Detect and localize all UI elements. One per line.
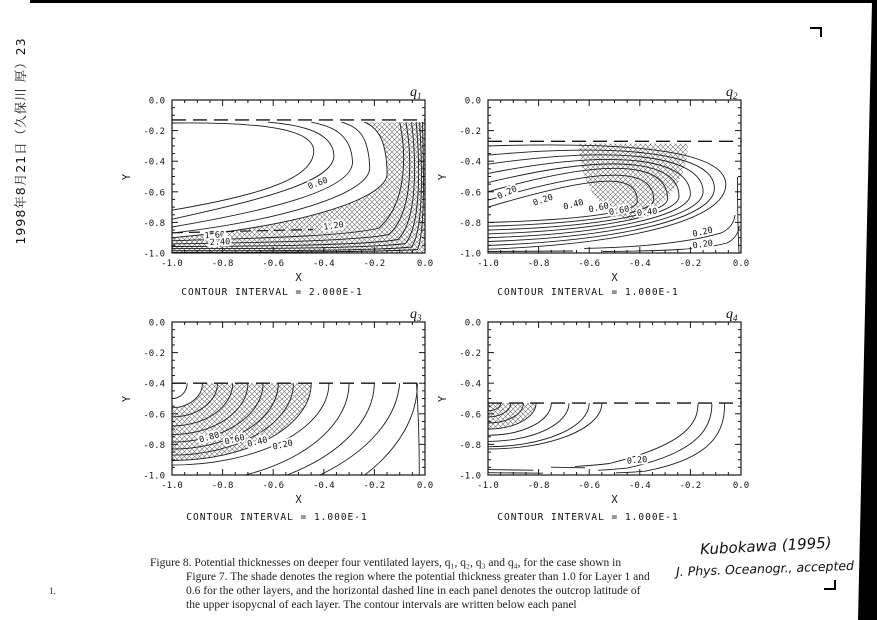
axis-ticks bbox=[488, 322, 741, 475]
x-tick-labels bbox=[477, 259, 749, 269]
contour-interval-label: CONTOUR INTERVAL = 1.000E-1 bbox=[497, 287, 679, 298]
panel-q3 bbox=[117, 304, 452, 534]
x-tick-label: -0.2 bbox=[363, 259, 386, 269]
y-tick-label: -1.0 bbox=[459, 249, 481, 260]
y-tick-label: -0.6 bbox=[143, 188, 165, 199]
x-tick-label: -1.0 bbox=[161, 259, 183, 269]
contour-label: 0.60 bbox=[587, 201, 610, 216]
y-tick-label: -0.8 bbox=[143, 218, 165, 229]
caption-line: 0.6 for the other layers, and the horizontal dashed line in each panel denotes the outcrop latitude of bbox=[186, 585, 641, 597]
contour-line bbox=[598, 404, 712, 471]
caption-line: Figure 8. Potential thicknesses on deeper four ventilated layers, q₁, q₂, q₃ and q₄, for the case shown in bbox=[150, 557, 622, 569]
contour-line bbox=[172, 122, 334, 219]
contour-value-labels bbox=[626, 455, 647, 467]
contour-plot-q4 bbox=[433, 304, 768, 534]
page-mark: 1. bbox=[49, 586, 56, 596]
contour-label: 2.40 bbox=[209, 237, 231, 249]
registration-mark-bottom-right bbox=[824, 580, 836, 590]
x-tick-label: -0.2 bbox=[679, 259, 702, 269]
contour-label: 1.20 bbox=[322, 220, 345, 233]
panel-q1 bbox=[117, 82, 452, 312]
y-tick-label: -0.2 bbox=[143, 349, 165, 360]
contour-label: 0.60 bbox=[306, 175, 330, 193]
contour-label: 0.40 bbox=[636, 206, 658, 219]
x-tick-label: -1.0 bbox=[477, 481, 499, 491]
panel-q4 bbox=[433, 304, 768, 534]
y-tick-label: -0.8 bbox=[459, 440, 481, 451]
y-tick-labels bbox=[459, 97, 481, 260]
x-tick-label: -0.6 bbox=[578, 481, 601, 491]
x-tick-label: 0.0 bbox=[416, 259, 434, 269]
plot-frame bbox=[488, 322, 741, 475]
x-tick-label: -0.4 bbox=[628, 259, 651, 269]
contour-line bbox=[417, 383, 420, 475]
contour-interval-label: CONTOUR INTERVAL = 1.000E-1 bbox=[186, 512, 368, 523]
contour-label: 0.60 bbox=[608, 204, 631, 218]
figure-caption bbox=[150, 556, 728, 612]
x-tick-label: -0.8 bbox=[527, 481, 550, 491]
panel-title: $q_1$ bbox=[410, 85, 422, 101]
x-tick-label: -1.0 bbox=[161, 481, 183, 491]
contour-line bbox=[551, 467, 585, 468]
x-tick-labels bbox=[161, 481, 433, 491]
x-tick-label: -0.2 bbox=[363, 481, 386, 491]
contour-line bbox=[488, 470, 534, 471]
y-tick-label: -1.0 bbox=[459, 471, 481, 482]
y-tick-label: -0.4 bbox=[143, 379, 165, 390]
y-tick-label: -0.4 bbox=[459, 157, 481, 168]
scan-edge-top bbox=[30, 0, 877, 3]
caption-line: Figure 7. The shade denotes the region where the potential thickness greater than 1.0 for Layer 1 and bbox=[186, 571, 650, 583]
x-tick-labels bbox=[161, 259, 433, 269]
x-tick-label: -0.4 bbox=[628, 481, 651, 491]
handwritten-margin-note: 1998年8月21日（久保川 厚）23 bbox=[13, 37, 28, 245]
y-tick-label: 0.0 bbox=[148, 318, 165, 329]
y-tick-label: -1.0 bbox=[143, 249, 165, 260]
contour-plot-q3 bbox=[117, 304, 452, 534]
x-tick-label: 0.0 bbox=[416, 481, 434, 491]
x-tick-label: -0.8 bbox=[211, 481, 234, 491]
contour-label: 0.20 bbox=[495, 184, 519, 202]
contour-label: 0.40 bbox=[562, 197, 585, 213]
y-tick-label: -0.2 bbox=[143, 127, 165, 138]
y-tick-label: -0.6 bbox=[459, 410, 481, 421]
contour-label: 0.80 bbox=[198, 430, 221, 446]
contour-plot-q1 bbox=[117, 82, 452, 312]
caption-line: the upper isopycnal of each layer. The contour intervals are written below each panel bbox=[186, 599, 577, 611]
y-tick-label: -0.6 bbox=[459, 188, 481, 199]
x-axis-title: X bbox=[295, 494, 302, 506]
y-tick-labels bbox=[459, 319, 481, 482]
y-axis-title: Y bbox=[437, 173, 449, 181]
x-tick-label: -0.2 bbox=[679, 481, 702, 491]
handwritten-citation-journal: J. Phys. Oceanogr., accepted bbox=[675, 557, 855, 580]
x-tick-label: -1.0 bbox=[477, 259, 499, 269]
y-tick-label: -0.4 bbox=[143, 157, 165, 168]
handwritten-citation-author: Kubokawa (1995) bbox=[699, 533, 833, 559]
y-tick-label: -0.6 bbox=[143, 410, 165, 421]
contour-label: 0.20 bbox=[691, 225, 714, 240]
y-tick-label: -0.8 bbox=[459, 218, 481, 229]
panel-title: $q_4$ bbox=[726, 307, 738, 323]
y-axis-title: Y bbox=[121, 173, 133, 181]
contour-label: 0.60 bbox=[223, 432, 246, 448]
panel-title: $q_2$ bbox=[726, 85, 738, 101]
contour-label: 1.60 bbox=[204, 230, 226, 242]
x-tick-label: -0.6 bbox=[578, 259, 601, 269]
y-axis-title: Y bbox=[437, 395, 449, 403]
contour-plot-q2 bbox=[433, 82, 768, 312]
registration-mark-top-right bbox=[810, 27, 822, 37]
contour-label: 0.40 bbox=[246, 435, 269, 450]
contour-label: 0.20 bbox=[271, 438, 294, 453]
x-tick-label: -0.6 bbox=[262, 259, 285, 269]
x-tick-label: -0.8 bbox=[527, 259, 550, 269]
y-tick-label: -0.2 bbox=[459, 127, 481, 138]
y-tick-label: 0.0 bbox=[464, 318, 481, 329]
contour-label: 0.20 bbox=[626, 454, 648, 467]
x-tick-labels bbox=[477, 481, 749, 491]
y-tick-label: -0.2 bbox=[459, 349, 481, 360]
contour-label: 0.20 bbox=[531, 192, 555, 209]
contour-line bbox=[488, 473, 543, 474]
contour-interval-label: CONTOUR INTERVAL = 2.000E-1 bbox=[181, 287, 363, 298]
x-tick-label: -0.6 bbox=[262, 481, 285, 491]
panel-title: $q_3$ bbox=[410, 307, 422, 323]
contour-interval-label: CONTOUR INTERVAL = 1.000E-1 bbox=[497, 512, 679, 523]
y-tick-label: 0.0 bbox=[148, 96, 165, 107]
y-tick-label: -0.8 bbox=[143, 440, 165, 451]
y-tick-label: 0.0 bbox=[464, 96, 481, 107]
y-tick-label: -1.0 bbox=[143, 471, 165, 482]
scan-edge-right bbox=[858, 0, 877, 620]
y-tick-labels bbox=[143, 319, 165, 482]
x-tick-label: 0.0 bbox=[732, 481, 750, 491]
x-axis-title: X bbox=[611, 272, 618, 284]
x-tick-label: -0.4 bbox=[312, 259, 335, 269]
y-tick-label: -0.4 bbox=[459, 379, 481, 390]
contour-line bbox=[172, 123, 314, 210]
x-axis-title: X bbox=[611, 494, 618, 506]
x-tick-label: -0.4 bbox=[312, 481, 335, 491]
y-tick-labels bbox=[143, 97, 165, 260]
contour-label: 0.20 bbox=[691, 238, 714, 252]
y-axis-title: Y bbox=[121, 395, 133, 403]
contour-line bbox=[320, 383, 400, 475]
x-axis-title: X bbox=[295, 272, 302, 284]
contour-line bbox=[603, 226, 739, 252]
panel-q2 bbox=[433, 82, 768, 312]
x-tick-label: 0.0 bbox=[732, 259, 750, 269]
x-tick-label: -0.8 bbox=[211, 259, 234, 269]
